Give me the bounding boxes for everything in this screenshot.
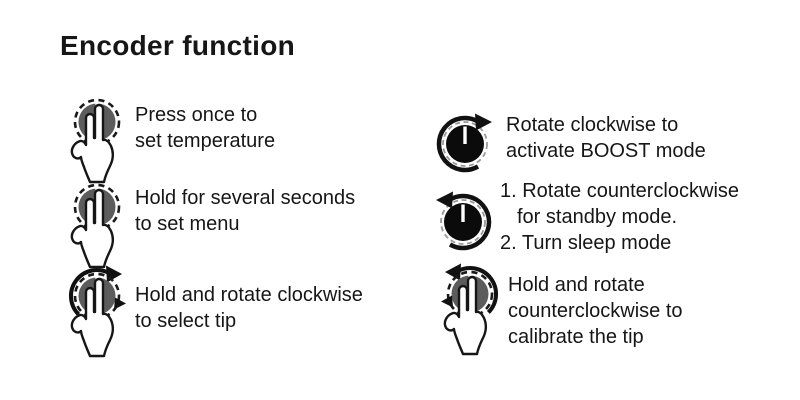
press-rotate-clockwise-icon bbox=[55, 262, 135, 362]
press-rotate-counterclockwise-icon bbox=[428, 260, 508, 360]
rotate-clockwise-knob-icon bbox=[432, 104, 502, 176]
instruction-line: Hold and rotate bbox=[508, 274, 645, 296]
instruction-line: Press once to bbox=[135, 104, 258, 126]
rotate-counterclockwise-knob-icon bbox=[430, 182, 500, 254]
instruction-line: for standby mode. bbox=[517, 206, 678, 228]
instruction-line: Rotate clockwise to bbox=[506, 114, 679, 136]
instruction-text bbox=[135, 102, 275, 154]
instruction-text bbox=[135, 185, 355, 237]
instruction-item-standby-sleep bbox=[430, 176, 739, 256]
instruction-item-set-temperature bbox=[55, 88, 275, 184]
press-knob-icon bbox=[55, 173, 135, 269]
instruction-line: 2. Turn sleep mode bbox=[500, 232, 672, 254]
instruction-line: to set menu bbox=[135, 213, 240, 235]
instruction-line: 1. Rotate counterclockwise bbox=[500, 180, 740, 202]
page-title: Encoder function bbox=[60, 30, 296, 61]
instruction-text bbox=[500, 178, 739, 256]
instruction-line: activate BOOST mode bbox=[506, 140, 706, 162]
instruction-item-select-tip bbox=[55, 262, 363, 362]
instruction-line: set temperature bbox=[135, 130, 276, 152]
instruction-line: Hold and rotate clockwise bbox=[135, 284, 363, 306]
instruction-line: Hold for several seconds bbox=[135, 187, 356, 209]
instruction-text bbox=[135, 282, 363, 334]
instruction-text bbox=[506, 112, 706, 164]
instruction-line: counterclockwise to bbox=[508, 300, 683, 322]
instruction-item-set-menu bbox=[55, 173, 355, 269]
instruction-text bbox=[508, 272, 683, 350]
press-knob-icon bbox=[55, 88, 135, 184]
instruction-item-boost-mode bbox=[432, 104, 706, 176]
instruction-line: to select tip bbox=[135, 310, 237, 332]
instruction-item-calibrate-tip bbox=[428, 260, 683, 360]
instruction-line: calibrate the tip bbox=[508, 326, 644, 348]
